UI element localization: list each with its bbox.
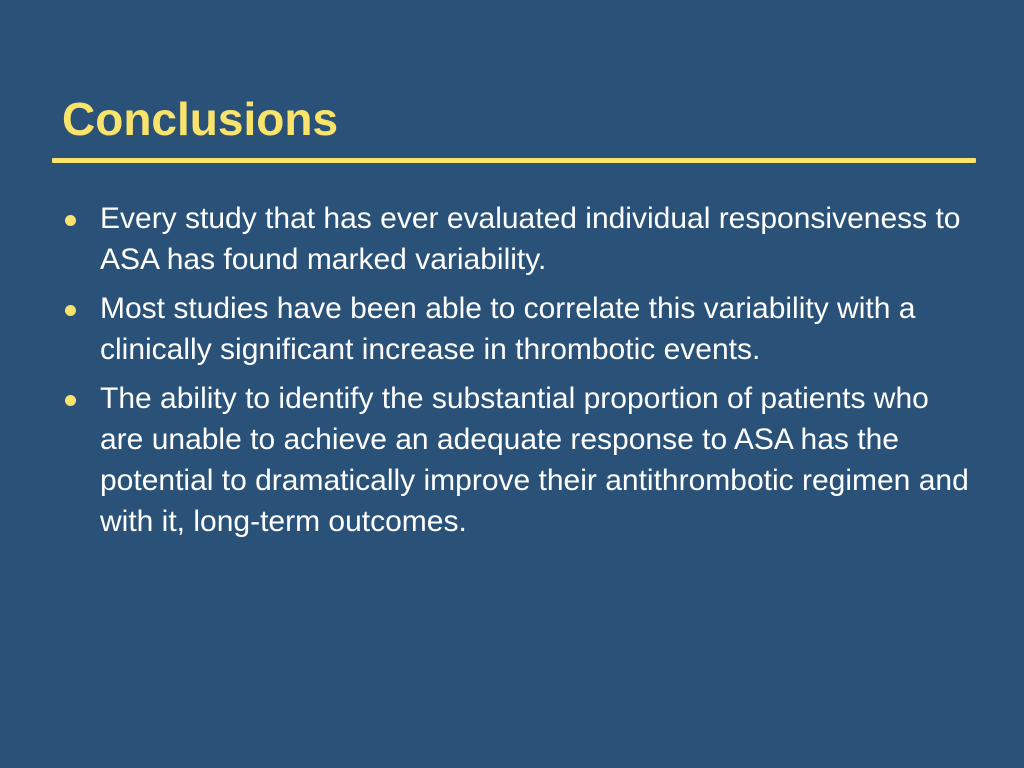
bullet-item [100, 288, 970, 370]
slide-title: Conclusions [62, 93, 339, 145]
title-underline-divider [52, 158, 976, 163]
bullet-text: Every study that has ever evaluated individual responsiveness to ASA has found marked variability. [100, 202, 961, 276]
bullet-text: Most studies have been able to correlate this variability with a clinically significant increase in thrombotic events. [100, 292, 916, 366]
bullet-dot-icon [65, 395, 76, 406]
bullet-list [100, 198, 970, 550]
bullet-item [100, 198, 970, 280]
bullet-item [100, 378, 970, 542]
bullet-dot-icon [65, 215, 76, 226]
bullet-text: The ability to identify the substantial proportion of patients who are unable to achieve an adequate response to ASA has the potential to dramatically improve their antithrombotic regimen and with it, long-term outcomes. [100, 382, 969, 538]
bullet-dot-icon [65, 305, 76, 316]
